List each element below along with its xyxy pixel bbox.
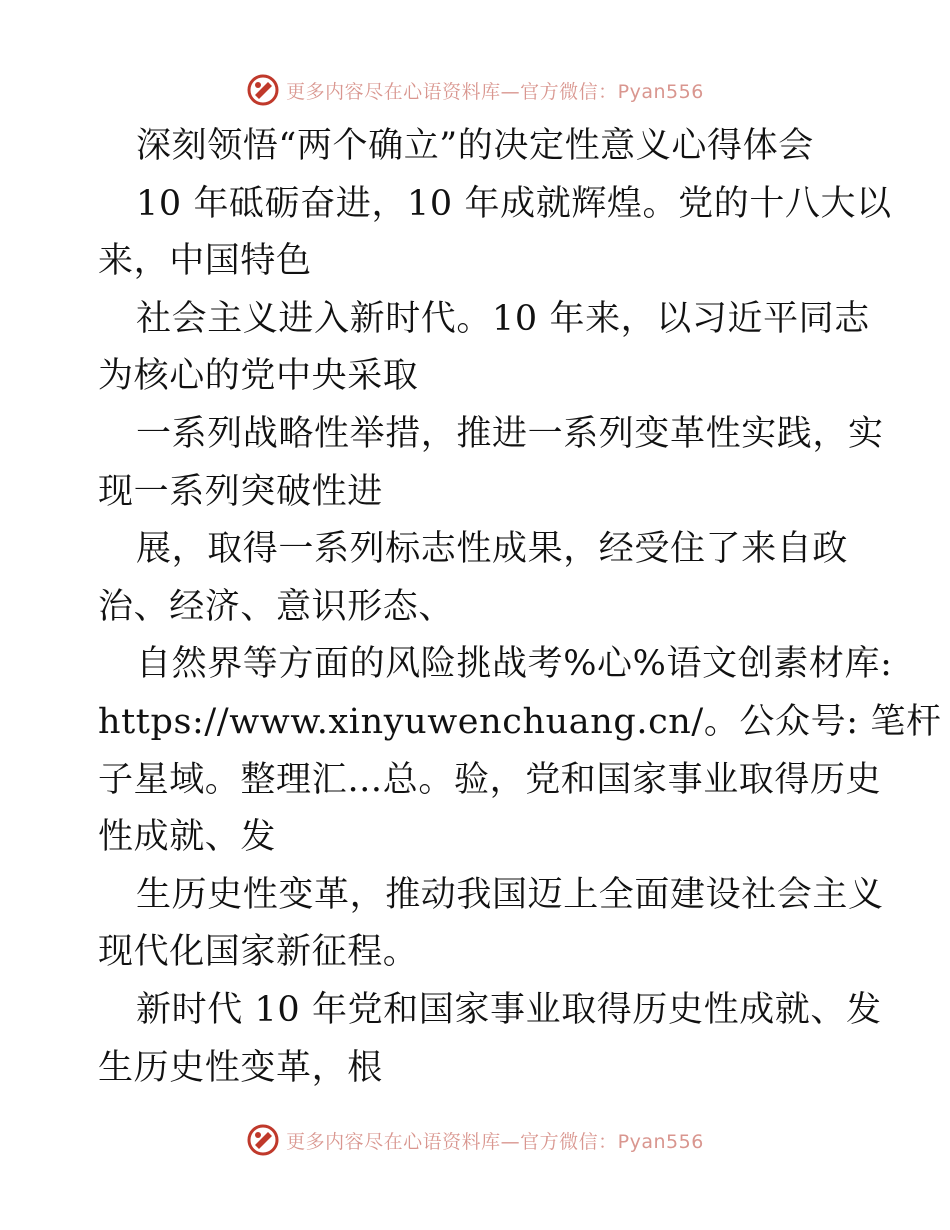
logo-seal-icon: [246, 73, 280, 107]
paragraph-line: https://www.xinyuwenchuang.cn/。公众号: 笔杆: [98, 701, 942, 742]
paragraph-line: 治、经济、意识形态、: [98, 586, 455, 627]
footer-banner-text: 更多内容尽在心语资料库—官方微信：Pyan556: [286, 1130, 704, 1153]
paragraph-line: 来，中国特色: [98, 241, 312, 282]
paragraph-line: 性成就、发: [98, 817, 277, 858]
paragraph-line: 生历史性变革，根: [98, 1047, 383, 1088]
header-banner-text: 更多内容尽在心语资料库—官方微信：Pyan556: [286, 80, 704, 103]
document-title: 深刻领悟“两个确立”的决定性意义心得体会: [136, 126, 814, 166]
paragraph-line: 为核心的党中央采取: [98, 356, 419, 397]
paragraph-line: 一系列战略性举措，推进一系列变革性实践，实: [136, 413, 884, 454]
paragraph-line: 10 年砥砺奋进，10 年成就辉煌。党的十八大以: [136, 183, 892, 224]
paragraph-line: 生历史性变革，推动我国迈上全面建设社会主义: [136, 874, 884, 915]
header-banner: [0, 70, 950, 110]
paragraph-line: 展，取得一系列标志性成果，经受住了来自政: [136, 529, 849, 570]
paragraph-line: 子星域。整理汇…总。验，党和国家事业取得历史: [98, 759, 882, 800]
paragraph-line: 社会主义进入新时代。10 年来，以习近平同志: [136, 298, 870, 339]
paragraph-line: 现代化国家新征程。: [98, 932, 419, 973]
paragraph-line: 自然界等方面的风险挑战考%心%语文创素材库:: [136, 644, 893, 685]
paragraph-line: 现一系列突破性进: [98, 471, 383, 512]
footer-banner: [0, 1120, 950, 1160]
document-body: [98, 118, 942, 1097]
paragraph-line: 新时代 10 年党和国家事业取得历史性成就、发: [136, 989, 882, 1030]
logo-seal-icon: [246, 1123, 280, 1157]
